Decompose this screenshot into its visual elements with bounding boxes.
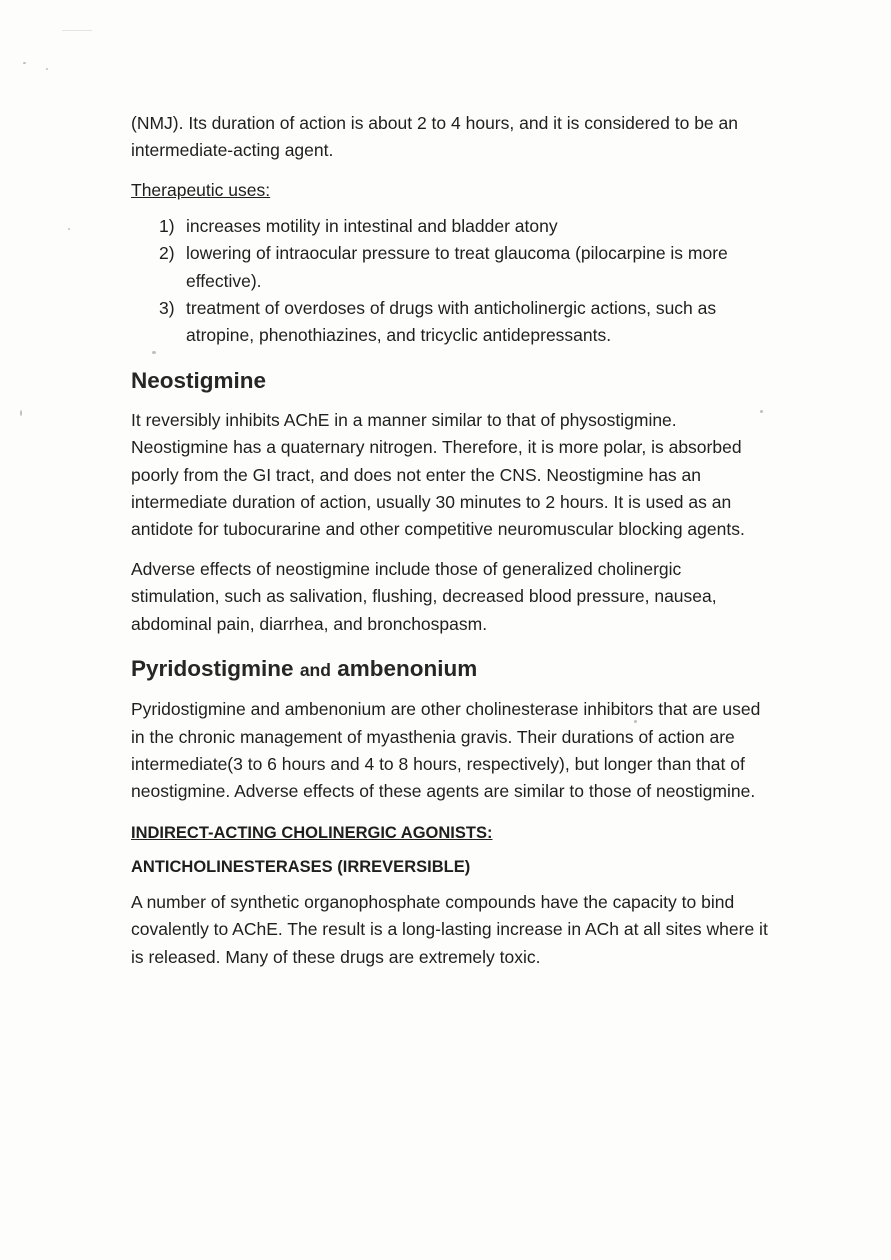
neostigmine-paragraph-2: Adverse effects of neostigmine include those of generalized cholinergic stimulation, such as salivation, flushing, decreased blood pressure, nausea, abdominal pain, diarrhea, and bronchospasm. (131, 558, 717, 634)
neostigmine-heading: Neostigmine (131, 367, 267, 393)
scan-speck (46, 68, 48, 70)
neostigmine-paragraph-1: It reversibly inhibits AChE in a manner similar to that of physostigmine. Neostigmine has a quaternary nitrogen. Therefore, it is more polar, is absorbed poorly from the GI tract, and does not enter the CNS. Neostigmine has an intermediate duration of action, usually 30 minutes to 2 hours. It is used as an antidote for tubocurarine and other competitive neuromuscular blocking agents. (131, 409, 745, 540)
list-item-text: treatment of overdoses of drugs with anticholinergic actions, such as atropine, phenothiazines, and tricyclic antidepressants. (186, 298, 717, 346)
pyridostigmine-paragraph: Pyridostigmine and ambenonium are other cholinesterase inhibitors that are used in the chronic management of myasthenia gravis. Their durations of action are intermediate(3 to 6 hours and 4 to 8 hours, respectively), but longer than that of neostigmine. Adverse effects of these agents are similar to those of neostigmine. (131, 699, 761, 802)
final-paragraph: A number of synthetic organophosphate compounds have the capacity to bind covalently to AChE. The result is a long-lasting increase in ACh at all sites where it is released. Many of these drugs are extremely toxic. (131, 891, 768, 967)
scan-speck (23, 62, 26, 64)
intro-paragraph: (NMJ). Its duration of action is about 2 to 4 hours, and it is considered to be an intermediate-acting agent. (131, 113, 738, 161)
therapeutic-uses-heading: Therapeutic uses: (131, 179, 271, 200)
pyridostigmine-heading (131, 654, 771, 685)
list-item (159, 240, 771, 295)
scan-speck (68, 228, 70, 230)
list-item-number: 3) (159, 298, 175, 319)
list-item-text: increases motility in intestinal and bladder atony (186, 215, 558, 236)
scan-edge-mark (62, 30, 92, 31)
heading-part: Pyridostigmine (131, 656, 294, 682)
document-page (131, 110, 771, 983)
list-item (159, 295, 771, 350)
list-item-number: 1) (159, 215, 175, 236)
indirect-acting-heading: INDIRECT-ACTING CHOLINERGIC AGONISTS: (131, 823, 493, 842)
anticholinesterases-heading: ANTICHOLINESTERASES (IRREVERSIBLE) (131, 857, 471, 876)
list-item-text: lowering of intraocular pressure to treat glaucoma (pilocarpine is more effective). (186, 243, 728, 291)
heading-part: and (299, 660, 331, 681)
list-item (159, 213, 771, 240)
list-item-number: 2) (159, 243, 175, 264)
therapeutic-uses-list (131, 213, 771, 350)
heading-part: ambenonium (337, 656, 478, 682)
scan-speck (20, 410, 22, 416)
